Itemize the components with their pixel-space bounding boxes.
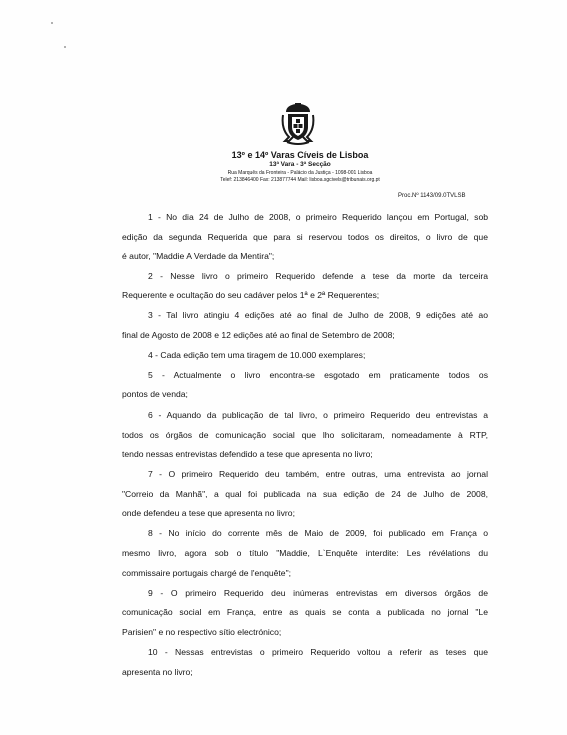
paragraph-line: 8 - No início do corrente mês de Maio de 2009, foi publicado em França o: [148, 528, 488, 538]
scan-speck: [51, 22, 53, 24]
paragraph-line: commissaire portugais chargé de l'enquête";: [122, 568, 292, 578]
paragraph-line: Parisien" e no respectivo sítio electrónico;: [122, 627, 282, 637]
paragraph-line: edição da segunda Requerida que para si reservou todos os direitos, o livro de que: [122, 232, 488, 242]
court-section: 13ª Vara - 3ª Secção: [269, 161, 331, 168]
court-contacts: Telef: 213846400 Fax: 213877744 Mail: lisboa.sgcivels@tribunais.org.pt: [220, 177, 380, 183]
paragraph-line: 1 - No dia 24 de Julho de 2008, o primeiro Requerido lançou em Portugal, sob: [148, 212, 488, 222]
paragraph-line: é autor, "Maddie A Verdade da Mentira";: [122, 251, 275, 261]
paragraph-line: onde defendeu a tese que apresenta no livro;: [122, 508, 295, 518]
paragraph-line: 4 - Cada edição tem uma tiragem de 10.000 exemplares;: [148, 350, 366, 360]
paragraph-line: mesmo livro, agora sob o título "Maddie, L`Enquête interdite: Les révélations du: [122, 548, 488, 558]
paragraph-line: pontos de venda;: [122, 389, 188, 399]
court-address: Rua Marquês da Fronteira - Palácio da Justiça - 1098-001 Lisboa: [227, 170, 373, 176]
paragraph-line: final de Agosto de 2008 e 12 edições até ao final de Setembro de 2008;: [122, 330, 395, 340]
paragraph-line: comunicação social em França, entre as quais se conta a publicada no jornal "Le: [122, 607, 488, 617]
scan-speck: [64, 46, 66, 48]
paragraph-line: todos os órgãos de comunicação social que lho solicitaram, nomeadamente à RTP,: [122, 430, 488, 440]
paragraph-line: tendo nessas entrevistas defendido a tese que apresenta no livro;: [122, 449, 373, 459]
paragraph-line: 9 - O primeiro Requerido deu inúmeras entrevistas em diversos órgãos de: [148, 588, 488, 598]
paragraph-line: 6 - Aquando da publicação de tal livro, o primeiro Requerido deu entrevistas a: [148, 410, 488, 420]
court-title: 13º e 14º Varas Cíveis de Lisboa: [231, 150, 369, 160]
paragraph-line: Requerente e ocultação do seu cadáver pelos 1ª e 2ª Requerentes;: [122, 290, 380, 300]
paragraph-line: 7 - O primeiro Requerido deu também, entre outras, uma entrevista ao jornal: [148, 469, 488, 479]
coat-of-arms-emblem: [281, 103, 315, 145]
paragraph-line: 3 - Tal livro atingiu 4 edições até ao final de Julho de 2008, 9 edições até ao: [148, 310, 488, 320]
paragraph-line: "Correio da Manhã", a qual foi publicada na sua edição de 24 de Julho de 2008,: [122, 489, 488, 499]
paragraph-line: 5 - Actualmente o livro encontra-se esgotado em praticamente todos os: [148, 370, 488, 380]
paragraph-line: 2 - Nesse livro o primeiro Requerido defende a tese da morte da terceira: [148, 271, 488, 281]
process-number: Proc.Nº 1143/09.0TVLSB: [398, 193, 466, 199]
paragraph-line: 10 - Nessas entrevistas o primeiro Requerido voltou a referir as teses que: [148, 647, 488, 657]
paragraph-line: apresenta no livro;: [122, 667, 193, 677]
